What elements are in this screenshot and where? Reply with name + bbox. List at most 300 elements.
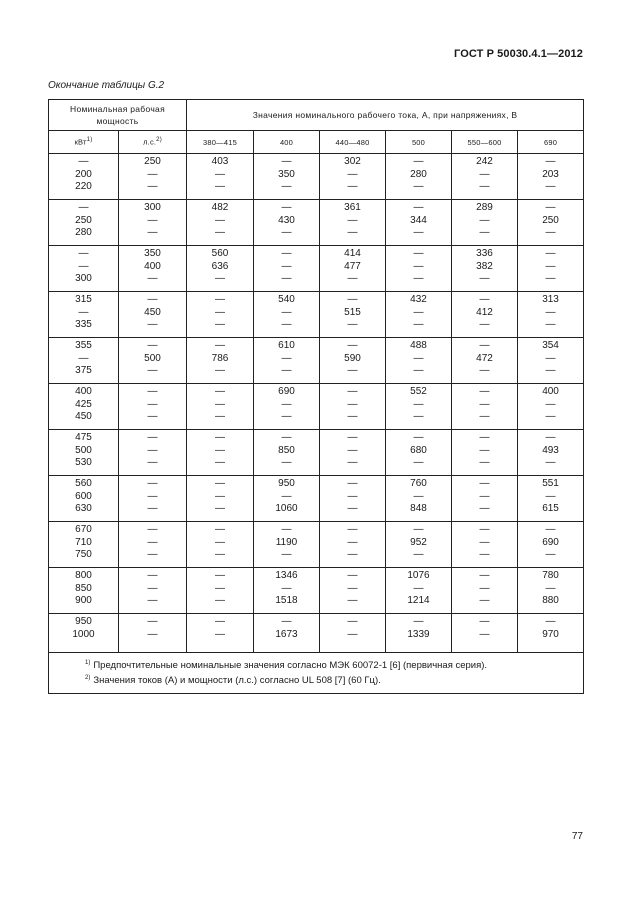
table-cell bbox=[254, 292, 320, 338]
table-cell bbox=[254, 568, 320, 614]
cell-value: — bbox=[413, 181, 424, 192]
table-cell bbox=[187, 292, 254, 338]
cell-value: — bbox=[215, 536, 225, 548]
cell-value: — bbox=[413, 549, 424, 560]
table-cell bbox=[119, 200, 187, 246]
cell-value: — bbox=[147, 595, 158, 606]
table-row bbox=[49, 292, 584, 338]
cell-value: 552 bbox=[410, 386, 427, 397]
cell-value: — bbox=[347, 536, 358, 548]
cell-value: — bbox=[147, 168, 158, 180]
cell-value: — bbox=[347, 628, 358, 640]
cell-value: — bbox=[215, 524, 225, 535]
cell-value: 488 bbox=[410, 340, 427, 351]
kw-column-header: кВт$^{1)}$ bbox=[49, 131, 119, 154]
cell-value: — bbox=[347, 340, 358, 351]
cell-value: 1190 bbox=[275, 536, 298, 548]
cell-value: — bbox=[347, 549, 358, 560]
cell-value: — bbox=[479, 570, 490, 581]
cell-value: — bbox=[413, 582, 424, 594]
cell-value: — bbox=[545, 582, 556, 594]
cell-value: — bbox=[413, 273, 424, 284]
table-cell bbox=[187, 200, 254, 246]
cell-value: 1076 bbox=[407, 570, 430, 581]
cell-value: — bbox=[215, 595, 225, 606]
cell-value: — bbox=[78, 352, 89, 364]
table-cell bbox=[320, 338, 386, 384]
cell-value: — bbox=[545, 202, 556, 213]
cell-value: — bbox=[78, 156, 89, 167]
cell-value: — bbox=[215, 444, 225, 456]
cell-value: — bbox=[545, 398, 556, 410]
cell-value: 382 bbox=[476, 260, 493, 272]
cell-value: — bbox=[281, 457, 292, 468]
cell-value: — bbox=[479, 365, 490, 376]
cell-value: 350 bbox=[278, 168, 295, 180]
footnote-text: Значения токов (А) и мощности (л.с.) согласно UL 508 [7] (60 Гц). bbox=[93, 675, 381, 687]
cell-value: — bbox=[479, 490, 490, 502]
cell-value: — bbox=[147, 570, 158, 581]
cell-value: 220 bbox=[75, 181, 92, 192]
table-cell bbox=[254, 154, 320, 200]
cell-value: — bbox=[479, 503, 490, 514]
cell-value: — bbox=[215, 411, 225, 422]
cell-value: 361 bbox=[344, 202, 361, 213]
cell-value: — bbox=[78, 202, 89, 213]
cell-value: — bbox=[147, 628, 158, 640]
cell-value: — bbox=[479, 478, 490, 489]
table-cell bbox=[320, 200, 386, 246]
cell-value: 403 bbox=[211, 156, 229, 167]
table-cell bbox=[254, 430, 320, 476]
table-cell bbox=[49, 476, 119, 522]
cell-value: — bbox=[413, 156, 424, 167]
table-row bbox=[49, 614, 584, 653]
cell-value: — bbox=[147, 340, 158, 351]
cell-value: — bbox=[347, 181, 358, 192]
table-cell bbox=[119, 154, 187, 200]
cell-value: — bbox=[545, 432, 556, 443]
voltage-column-header: 440—480 bbox=[320, 131, 386, 154]
cell-value: — bbox=[147, 549, 158, 560]
cell-value: — bbox=[413, 411, 424, 422]
cell-value: — bbox=[347, 503, 358, 514]
cell-value: 344 bbox=[410, 214, 427, 226]
cell-value: — bbox=[545, 549, 556, 560]
cell-value: 850 bbox=[278, 444, 295, 456]
table-cell bbox=[320, 430, 386, 476]
cell-value: — bbox=[413, 398, 424, 410]
table-row bbox=[49, 522, 584, 568]
cell-value: — bbox=[78, 306, 89, 318]
table-cell bbox=[386, 476, 452, 522]
cell-value: — bbox=[215, 432, 225, 443]
table-cell bbox=[518, 476, 584, 522]
page-number: 77 bbox=[571, 831, 583, 842]
cell-value: 670 bbox=[75, 524, 92, 535]
cell-value: — bbox=[347, 411, 358, 422]
cell-value: — bbox=[281, 432, 292, 443]
power-group-header: Номинальная рабочая мощность bbox=[49, 100, 187, 131]
cell-value: 1000 bbox=[72, 628, 95, 640]
cell-value: 500 bbox=[144, 352, 161, 364]
cell-value: — bbox=[215, 628, 225, 640]
cell-value: — bbox=[281, 352, 292, 364]
cell-value: — bbox=[347, 595, 358, 606]
table-cell bbox=[518, 338, 584, 384]
cell-value: — bbox=[215, 582, 225, 594]
cell-value: 950 bbox=[278, 478, 295, 489]
cell-value: — bbox=[147, 227, 158, 238]
cell-value: 530 bbox=[75, 457, 92, 468]
cell-value: — bbox=[78, 260, 89, 272]
table-cell bbox=[187, 476, 254, 522]
cell-value: — bbox=[215, 570, 225, 581]
table-row bbox=[49, 200, 584, 246]
cell-value: 1339 bbox=[407, 628, 430, 640]
table-cell bbox=[452, 200, 518, 246]
table-cell bbox=[187, 430, 254, 476]
cell-value: 477 bbox=[344, 260, 361, 272]
footnotes bbox=[49, 653, 584, 694]
table-cell bbox=[254, 246, 320, 292]
cell-value: 710 bbox=[75, 536, 92, 548]
table-cell bbox=[119, 522, 187, 568]
cell-value: 289 bbox=[476, 202, 493, 213]
cell-value: 850 bbox=[75, 582, 92, 594]
table-cell bbox=[386, 384, 452, 430]
cell-value: — bbox=[147, 432, 158, 443]
current-group-header: Значения номинального рабочего тока, А, при напряжениях, В bbox=[187, 100, 584, 131]
cell-value: — bbox=[545, 411, 556, 422]
cell-value: 680 bbox=[410, 444, 427, 456]
cell-value: 1673 bbox=[275, 628, 298, 640]
table-cell bbox=[119, 614, 187, 653]
table-row bbox=[49, 430, 584, 476]
cell-value: — bbox=[147, 582, 158, 594]
cell-value: 952 bbox=[410, 536, 427, 548]
cell-value: — bbox=[479, 582, 490, 594]
cell-value: 786 bbox=[211, 352, 229, 364]
cell-value: — bbox=[347, 457, 358, 468]
cell-value: — bbox=[413, 352, 424, 364]
cell-value: — bbox=[545, 227, 556, 238]
cell-value: — bbox=[413, 432, 424, 443]
cell-value: — bbox=[413, 524, 424, 535]
cell-value: — bbox=[545, 181, 556, 192]
cell-value: — bbox=[545, 616, 556, 627]
table-row bbox=[49, 154, 584, 200]
table-cell bbox=[452, 292, 518, 338]
cell-value: — bbox=[413, 306, 424, 318]
cell-value: — bbox=[413, 248, 424, 259]
cell-value: — bbox=[215, 386, 225, 397]
cell-value: — bbox=[281, 319, 292, 330]
voltage-column-header: 380—415 bbox=[187, 131, 254, 154]
cell-value: — bbox=[281, 306, 292, 318]
cell-value: — bbox=[215, 214, 225, 226]
cell-value: — bbox=[347, 432, 358, 443]
cell-value: 780 bbox=[542, 570, 559, 581]
cell-value: 560 bbox=[211, 248, 229, 259]
cell-value: — bbox=[147, 490, 158, 502]
table-cell bbox=[49, 614, 119, 653]
cell-value: 950 bbox=[75, 616, 92, 627]
cell-value: — bbox=[215, 478, 225, 489]
table-cell bbox=[386, 614, 452, 653]
footnote-mark: 1) bbox=[85, 660, 91, 666]
table-cell bbox=[386, 430, 452, 476]
cell-value: — bbox=[147, 294, 158, 305]
cell-value: 848 bbox=[410, 503, 427, 514]
cell-value: 250 bbox=[542, 214, 559, 226]
table-cell bbox=[518, 522, 584, 568]
table-cell bbox=[49, 568, 119, 614]
cell-value: — bbox=[413, 490, 424, 502]
voltage-column-header: 400 bbox=[254, 131, 320, 154]
cell-value: 335 bbox=[75, 319, 92, 330]
table-cell bbox=[518, 154, 584, 200]
cell-value: — bbox=[545, 457, 556, 468]
cell-value: — bbox=[479, 595, 490, 606]
cell-value: — bbox=[215, 616, 225, 627]
cell-value: — bbox=[147, 616, 158, 627]
cell-value: — bbox=[479, 549, 490, 560]
cell-value: — bbox=[479, 432, 490, 443]
cell-value: 560 bbox=[75, 478, 92, 489]
cell-value: — bbox=[479, 411, 490, 422]
cell-value: — bbox=[281, 398, 292, 410]
table-cell bbox=[386, 200, 452, 246]
cell-value: 690 bbox=[278, 386, 295, 397]
cell-value: — bbox=[545, 490, 556, 502]
cell-value: 540 bbox=[278, 294, 295, 305]
table-cell bbox=[452, 568, 518, 614]
table-cell bbox=[254, 614, 320, 653]
cell-value: 750 bbox=[75, 549, 92, 560]
table-cell bbox=[320, 154, 386, 200]
table-cell bbox=[119, 338, 187, 384]
cell-value: — bbox=[347, 570, 358, 581]
cell-value: — bbox=[479, 536, 490, 548]
voltage-column-header: 500 bbox=[386, 131, 452, 154]
cell-value: 636 bbox=[211, 260, 229, 272]
cell-value: — bbox=[281, 248, 292, 259]
table-cell bbox=[119, 568, 187, 614]
cell-value: 355 bbox=[75, 340, 92, 351]
cell-value: — bbox=[215, 181, 225, 192]
table-cell bbox=[254, 200, 320, 246]
table-cell bbox=[320, 522, 386, 568]
cell-value: — bbox=[147, 386, 158, 397]
table-cell bbox=[320, 476, 386, 522]
cell-value: 400 bbox=[144, 260, 161, 272]
cell-value: 203 bbox=[542, 168, 559, 180]
cell-value: — bbox=[281, 227, 292, 238]
cell-value: — bbox=[215, 340, 225, 351]
footnote-text: Предпочтительные номинальные значения согласно МЭК 60072-1 [6] (первичная серия). bbox=[93, 660, 488, 672]
cell-value: — bbox=[347, 478, 358, 489]
table-cell bbox=[49, 154, 119, 200]
cell-value: — bbox=[215, 365, 225, 376]
cell-value: — bbox=[347, 319, 358, 330]
cell-value: 430 bbox=[278, 214, 295, 226]
hp-column-header: л.с.$^{2)}$ bbox=[119, 131, 187, 154]
cell-value: — bbox=[215, 457, 225, 468]
cell-value: 475 bbox=[75, 432, 92, 443]
table-cell bbox=[254, 338, 320, 384]
cell-value: — bbox=[413, 365, 424, 376]
cell-value: — bbox=[147, 214, 158, 226]
cell-value: 1518 bbox=[275, 595, 298, 606]
cell-value: 630 bbox=[75, 503, 92, 514]
cell-value: 515 bbox=[344, 306, 361, 318]
cell-value: — bbox=[479, 181, 490, 192]
table-cell bbox=[518, 430, 584, 476]
cell-value: — bbox=[479, 340, 490, 351]
cell-value: 970 bbox=[542, 628, 559, 640]
cell-value: 1060 bbox=[275, 503, 298, 514]
table-cell bbox=[452, 614, 518, 653]
cell-value: — bbox=[347, 524, 358, 535]
table-cell bbox=[49, 430, 119, 476]
table-row bbox=[49, 246, 584, 292]
table-cell bbox=[452, 338, 518, 384]
cell-value: — bbox=[347, 490, 358, 502]
cell-value: — bbox=[215, 319, 225, 330]
cell-value: — bbox=[479, 319, 490, 330]
cell-value: — bbox=[479, 227, 490, 238]
cell-value: — bbox=[347, 386, 358, 397]
cell-value: — bbox=[281, 273, 292, 284]
table-cell bbox=[49, 338, 119, 384]
table-cell bbox=[187, 522, 254, 568]
document-header: ГОСТ Р 50030.4.1—2012 bbox=[454, 48, 583, 60]
cell-value: — bbox=[545, 273, 556, 284]
cell-value: — bbox=[479, 386, 490, 397]
table-row bbox=[49, 568, 584, 614]
table-cell bbox=[518, 246, 584, 292]
cell-value: — bbox=[479, 273, 490, 284]
cell-value: — bbox=[147, 536, 158, 548]
cell-value: — bbox=[545, 319, 556, 330]
table-cell bbox=[187, 154, 254, 200]
cell-value: 375 bbox=[75, 365, 92, 376]
table-cell bbox=[187, 614, 254, 653]
cell-value: — bbox=[215, 227, 225, 238]
cell-value: 432 bbox=[410, 294, 427, 305]
table-cell bbox=[518, 568, 584, 614]
cell-value: — bbox=[347, 273, 358, 284]
cell-value: 414 bbox=[344, 248, 361, 259]
cell-value: — bbox=[281, 616, 292, 627]
table-cell bbox=[119, 476, 187, 522]
cell-value: — bbox=[479, 444, 490, 456]
cell-value: — bbox=[347, 227, 358, 238]
table-cell bbox=[518, 384, 584, 430]
table-cell bbox=[518, 200, 584, 246]
cell-value: 280 bbox=[410, 168, 427, 180]
table-cell bbox=[119, 292, 187, 338]
cell-value: — bbox=[347, 616, 358, 627]
cell-value: — bbox=[215, 306, 225, 318]
footnote bbox=[85, 657, 583, 672]
cell-value: — bbox=[413, 227, 424, 238]
cell-value: 450 bbox=[75, 411, 92, 422]
cell-value: — bbox=[413, 457, 424, 468]
cell-value: 760 bbox=[410, 478, 427, 489]
cell-value: 200 bbox=[75, 168, 92, 180]
cell-value: — bbox=[545, 156, 556, 167]
cell-value: — bbox=[215, 503, 225, 514]
cell-value: — bbox=[545, 248, 556, 259]
cell-value: — bbox=[479, 294, 490, 305]
cell-value: 472 bbox=[476, 352, 493, 364]
table-cell bbox=[49, 522, 119, 568]
cell-value: 1214 bbox=[407, 595, 430, 606]
cell-value: 450 bbox=[144, 306, 161, 318]
cell-value: — bbox=[147, 398, 158, 410]
cell-value: 354 bbox=[542, 340, 559, 351]
cell-value: 300 bbox=[144, 202, 161, 213]
cell-value: — bbox=[347, 365, 358, 376]
table-cell bbox=[49, 292, 119, 338]
cell-value: 313 bbox=[542, 294, 559, 305]
footnote bbox=[85, 672, 583, 687]
cell-value: — bbox=[78, 248, 89, 259]
cell-value: — bbox=[413, 319, 424, 330]
table-cell bbox=[386, 568, 452, 614]
cell-value: — bbox=[281, 490, 292, 502]
cell-value: — bbox=[147, 319, 158, 330]
cell-value: 610 bbox=[278, 340, 295, 351]
cell-value: — bbox=[147, 365, 158, 376]
table-cell bbox=[452, 384, 518, 430]
cell-value: 500 bbox=[75, 444, 92, 456]
cell-value: — bbox=[347, 444, 358, 456]
cell-value: 350 bbox=[144, 248, 161, 259]
cell-value: — bbox=[347, 168, 358, 180]
cell-value: — bbox=[347, 582, 358, 594]
cell-value: — bbox=[479, 214, 490, 226]
cell-value: 880 bbox=[542, 595, 559, 606]
cell-value: — bbox=[281, 549, 292, 560]
cell-value: 493 bbox=[542, 444, 559, 456]
cell-value: — bbox=[479, 398, 490, 410]
table-cell bbox=[187, 384, 254, 430]
cell-value: — bbox=[413, 260, 424, 272]
cell-value: — bbox=[215, 549, 225, 560]
cell-value: — bbox=[147, 503, 158, 514]
table-row bbox=[49, 476, 584, 522]
cell-value: — bbox=[347, 214, 358, 226]
cell-value: — bbox=[147, 444, 158, 456]
cell-value: — bbox=[147, 478, 158, 489]
cell-value: — bbox=[479, 457, 490, 468]
cell-value: — bbox=[215, 168, 225, 180]
cell-value: 302 bbox=[344, 156, 361, 167]
cell-value: 412 bbox=[476, 306, 493, 318]
cell-value: — bbox=[479, 168, 490, 180]
table-cell bbox=[518, 614, 584, 653]
table-cell bbox=[320, 384, 386, 430]
cell-value: — bbox=[215, 294, 225, 305]
table-cell bbox=[386, 338, 452, 384]
cell-value: — bbox=[215, 273, 225, 284]
table-cell bbox=[518, 292, 584, 338]
cell-value: — bbox=[281, 202, 292, 213]
table-row bbox=[49, 338, 584, 384]
